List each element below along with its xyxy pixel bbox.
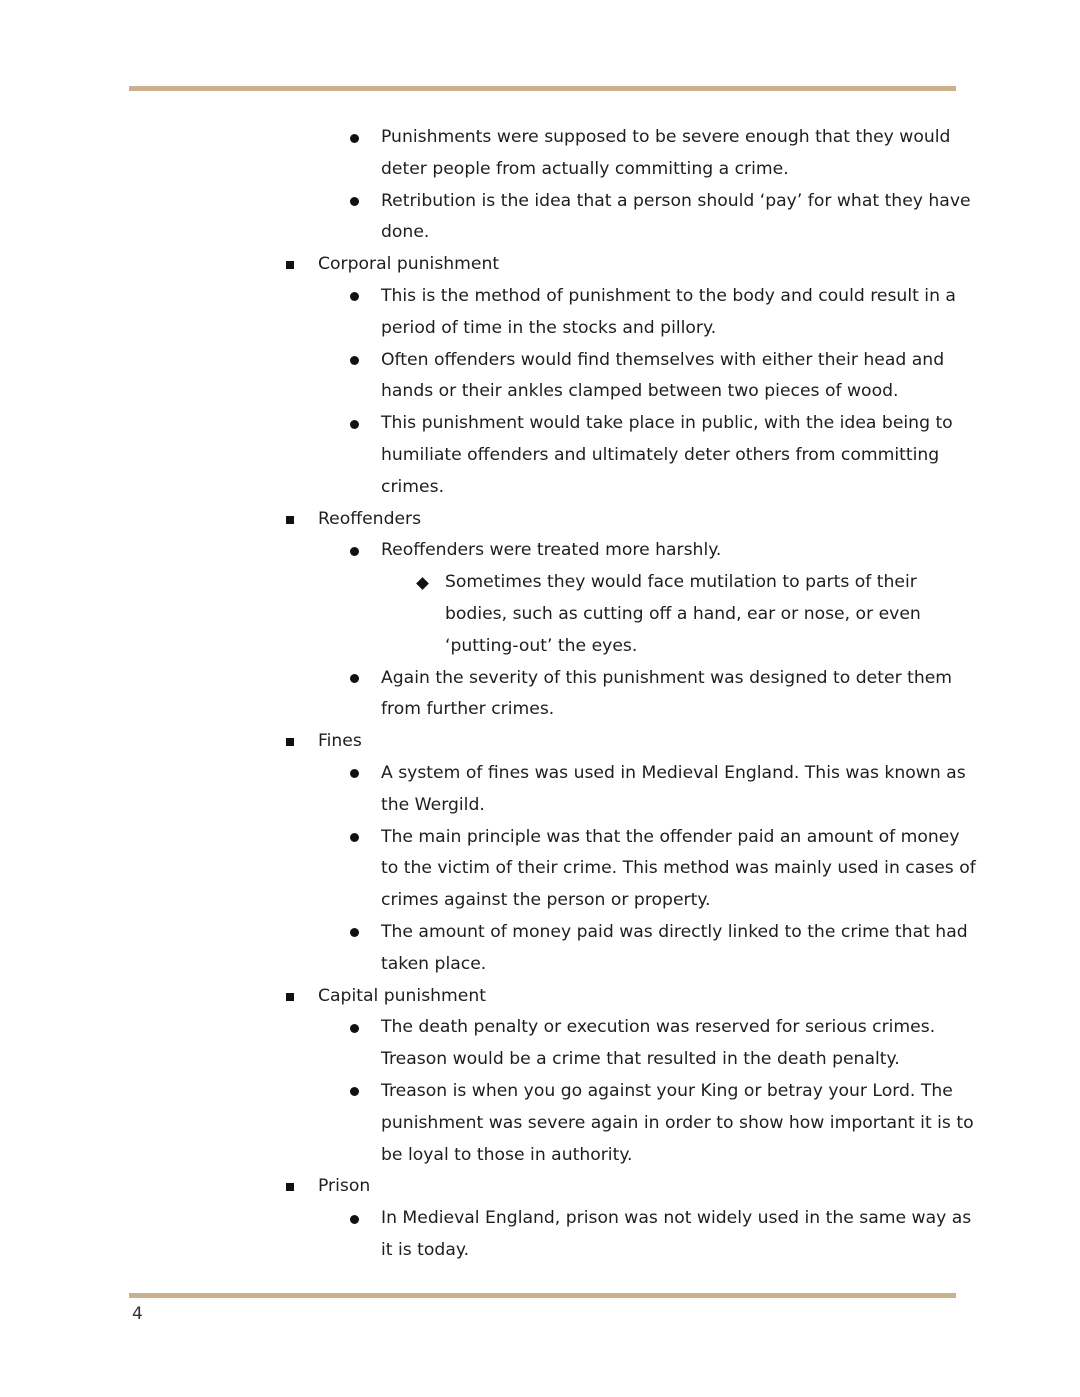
list-item [0, 1203, 1080, 1235]
square-bullet-icon [286, 993, 294, 1001]
list-item-text: Reoffenders were treated more harshly. [381, 540, 722, 561]
list-item-text: crimes. [381, 476, 445, 497]
dot-bullet-icon [350, 547, 359, 556]
header-rule [129, 86, 956, 91]
dot-bullet-icon [350, 1024, 359, 1033]
list-item-text: This punishment would take place in public, with the idea being to [381, 413, 953, 434]
list-item-text: hands or their ankles clamped between two pieces of wood. [381, 381, 899, 402]
list-item [0, 1076, 1080, 1108]
list-item-continuation [0, 1140, 1080, 1172]
list-item-continuation [0, 853, 1080, 885]
list-item-continuation [0, 376, 1080, 408]
list-item-text: Sometimes they would face mutilation to parts of their [445, 572, 917, 593]
list-item-text: A system of fines was used in Medieval England. This was known as [381, 762, 966, 783]
square-bullet-icon [286, 738, 294, 746]
list-item-text: In Medieval England, prison was not widely used in the same way as [381, 1208, 972, 1229]
page-number: 4 [132, 1304, 143, 1324]
list-item [0, 758, 1080, 790]
list-item-text: Punishments were supposed to be severe enough that they would [381, 127, 951, 147]
dot-bullet-icon [350, 928, 359, 937]
list-item-continuation [0, 631, 1080, 663]
list-item [0, 504, 1080, 536]
list-item-text: taken place. [381, 953, 487, 974]
list-item-continuation [0, 1044, 1080, 1076]
list-item-text: Retribution is the idea that a person should ‘pay’ for what they have [381, 190, 971, 211]
list-item [0, 917, 1080, 949]
list-item [0, 981, 1080, 1013]
dot-bullet-icon [350, 1215, 359, 1224]
list-item-continuation [0, 154, 1080, 186]
square-bullet-icon [286, 1183, 294, 1191]
list-item [0, 249, 1080, 281]
dot-bullet-icon [350, 292, 359, 301]
dot-bullet-icon [350, 197, 359, 206]
list-item-text: Treason is when you go against your King or betray your Lord. The [381, 1080, 953, 1101]
list-item-text: from further crimes. [381, 699, 555, 720]
list-item [0, 663, 1080, 695]
list-item-text: Fines [318, 731, 362, 752]
list-item [0, 1171, 1080, 1203]
list-item-continuation [0, 217, 1080, 249]
list-item [0, 186, 1080, 218]
list-item-continuation [0, 313, 1080, 345]
list-item-continuation [0, 1235, 1080, 1267]
list-item-text: the Wergild. [381, 794, 485, 815]
list-item-text: The amount of money paid was directly linked to the crime that had [381, 921, 968, 942]
list-item [0, 122, 1080, 154]
list-item-text: bodies, such as cutting off a hand, ear or nose, or even [445, 603, 921, 624]
list-item-text: to the victim of their crime. This method was mainly used in cases of [381, 858, 976, 879]
list-item-text: Often offenders would find themselves with either their head and [381, 349, 945, 370]
list-item [0, 726, 1080, 758]
list-item [0, 281, 1080, 313]
list-item-text: Corporal punishment [318, 254, 500, 275]
list-item [0, 1012, 1080, 1044]
list-item-text: punishment was severe again in order to show how important it is to [381, 1112, 974, 1133]
list-item-text: The main principle was that the offender paid an amount of money [381, 826, 960, 847]
list-item-text: crimes against the person or property. [381, 890, 711, 911]
list-item-text: done. [381, 222, 430, 243]
footer-rule [129, 1293, 956, 1298]
list-item-text: The death penalty or execution was reserved for serious crimes. [381, 1017, 936, 1038]
list-item-continuation [0, 1108, 1080, 1140]
list-item-continuation [0, 885, 1080, 917]
square-bullet-icon [286, 516, 294, 524]
list-item-text: Prison [318, 1176, 371, 1197]
document-body [0, 122, 1080, 1267]
list-item-text: be loyal to those in authority. [381, 1144, 633, 1165]
list-item-text: Again the severity of this punishment was designed to deter them [381, 667, 953, 688]
list-item-continuation [0, 790, 1080, 822]
square-bullet-icon [286, 261, 294, 269]
dot-bullet-icon [350, 769, 359, 778]
list-item-continuation [0, 472, 1080, 504]
list-item-text: humiliate offenders and ultimately deter others from committing [381, 444, 940, 465]
dot-bullet-icon [350, 134, 359, 143]
list-item-text: deter people from actually committing a crime. [381, 158, 789, 179]
dot-bullet-icon [350, 356, 359, 365]
list-item-text: Capital punishment [318, 985, 486, 1006]
list-item [0, 822, 1080, 854]
list-item-continuation [0, 949, 1080, 981]
list-item-continuation [0, 440, 1080, 472]
diamond-bullet-icon [416, 577, 429, 590]
list-item-text: period of time in the stocks and pillory. [381, 317, 717, 338]
dot-bullet-icon [350, 833, 359, 842]
list-item-text: This is the method of punishment to the body and could result in a [381, 285, 956, 306]
dot-bullet-icon [350, 1087, 359, 1096]
list-item-text: ‘putting-out’ the eyes. [445, 635, 638, 656]
list-item [0, 408, 1080, 440]
list-item-text: it is today. [381, 1239, 470, 1260]
list-item-text: Reoffenders [318, 508, 422, 529]
list-item [0, 345, 1080, 377]
list-item-text: Treason would be a crime that resulted in the death penalty. [381, 1049, 900, 1070]
list-item [0, 535, 1080, 567]
list-item-continuation [0, 694, 1080, 726]
dot-bullet-icon [350, 674, 359, 683]
list-item [0, 567, 1080, 599]
dot-bullet-icon [350, 420, 359, 429]
list-item-continuation [0, 599, 1080, 631]
